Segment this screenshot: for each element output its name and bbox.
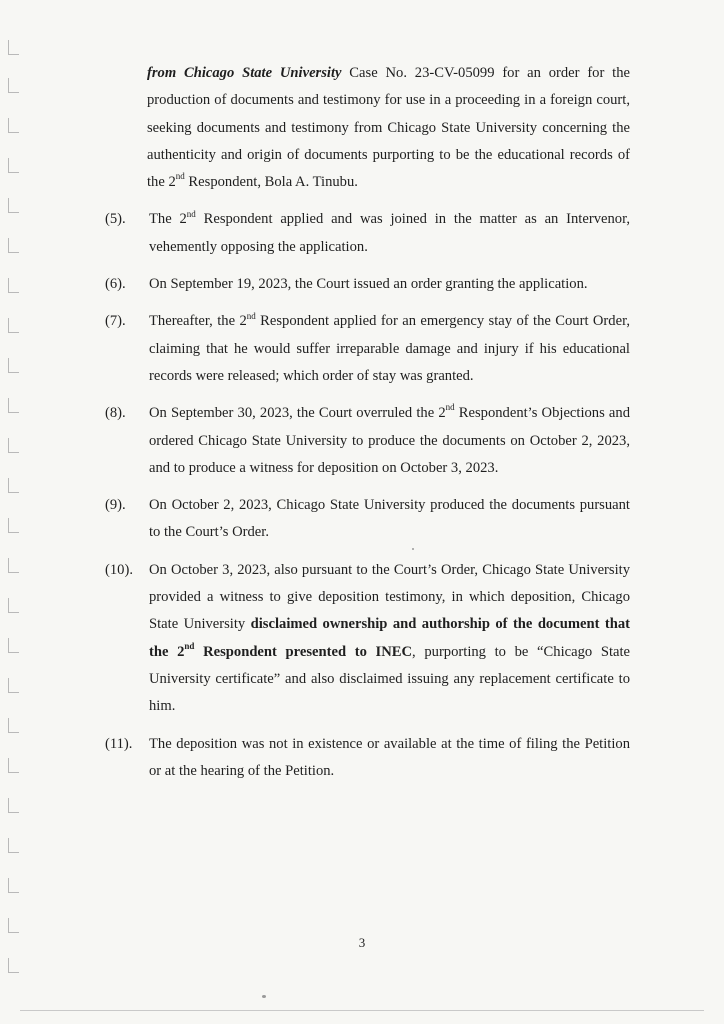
item-text: On October 3, 2023, also pursuant to the Court’s Order, Chicago State University provided a witness to give deposition testimony, in which deposition, Chicago State University disclaimed ownership and authorship of the document that the 2nd Respondent presented to INEC, purporting to be “Chicago State University certificate” and also disclaimed issuing any replacement certificate to him.	[149, 561, 631, 715]
bold-emphasis: disclaimed ownership and authorship of the document that the 2nd Respondent presented to INEC	[149, 616, 630, 660]
item-number: (7).	[105, 313, 126, 330]
binding-marks	[0, 0, 30, 1024]
list-item	[105, 731, 630, 786]
item-number: (5).	[105, 211, 126, 228]
item-text: On October 2, 2023, Chicago State University produced the documents pursuant to the Court’s Order.	[149, 497, 630, 541]
list-item	[105, 492, 630, 547]
list-item	[105, 206, 630, 261]
lead-sup: nd	[175, 171, 185, 182]
item-text: The deposition was not in existence or available at the time of filing the Petition or at the hearing of the Petition.	[149, 735, 630, 779]
item-number: (11).	[105, 735, 133, 752]
list-item	[105, 271, 630, 298]
item-number: (9).	[105, 497, 126, 514]
list-item	[105, 308, 630, 390]
lead-italic: from Chicago State University	[147, 65, 342, 81]
item-number: (8).	[105, 405, 126, 422]
item-text: Thereafter, the 2nd Respondent applied for an emergency stay of the Court Order, claiming that he would suffer irreparable damage and injury if his educational records were released; which order of stay was granted.	[149, 310, 630, 384]
lead-text: Case No. 23-CV-05099 for an order for the production of documents and testimony for use in a proceeding in a foreign court, seeking documents and testimony from Chicago State University concerning the authenticity and origin of documents purporting to be the educational records of the 2	[147, 65, 630, 191]
item-text: The 2nd Respondent applied and was joined in the matter as an Intervenor, vehemently opposing the application.	[149, 208, 630, 255]
scan-speck	[412, 548, 414, 550]
item-number: (6).	[105, 276, 126, 293]
item-number: (10).	[105, 561, 133, 578]
list-item	[105, 557, 630, 721]
scan-edge-line	[20, 1010, 704, 1011]
item-text: On September 19, 2023, the Court issued an order granting the application.	[149, 276, 588, 293]
page-number: 3	[358, 935, 366, 950]
list-item	[105, 400, 630, 482]
document-body	[105, 60, 630, 785]
lead-text-end: Respondent, Bola A. Tinubu.	[184, 174, 358, 191]
scan-speck	[262, 995, 266, 998]
lead-paragraph	[147, 60, 630, 196]
item-text: On September 30, 2023, the Court overruled the 2nd Respondent’s Objections and ordered Chicago State University to produce the documents on October 2, 2023, and to produce a witness for deposition on October 3, 2023.	[149, 402, 631, 476]
